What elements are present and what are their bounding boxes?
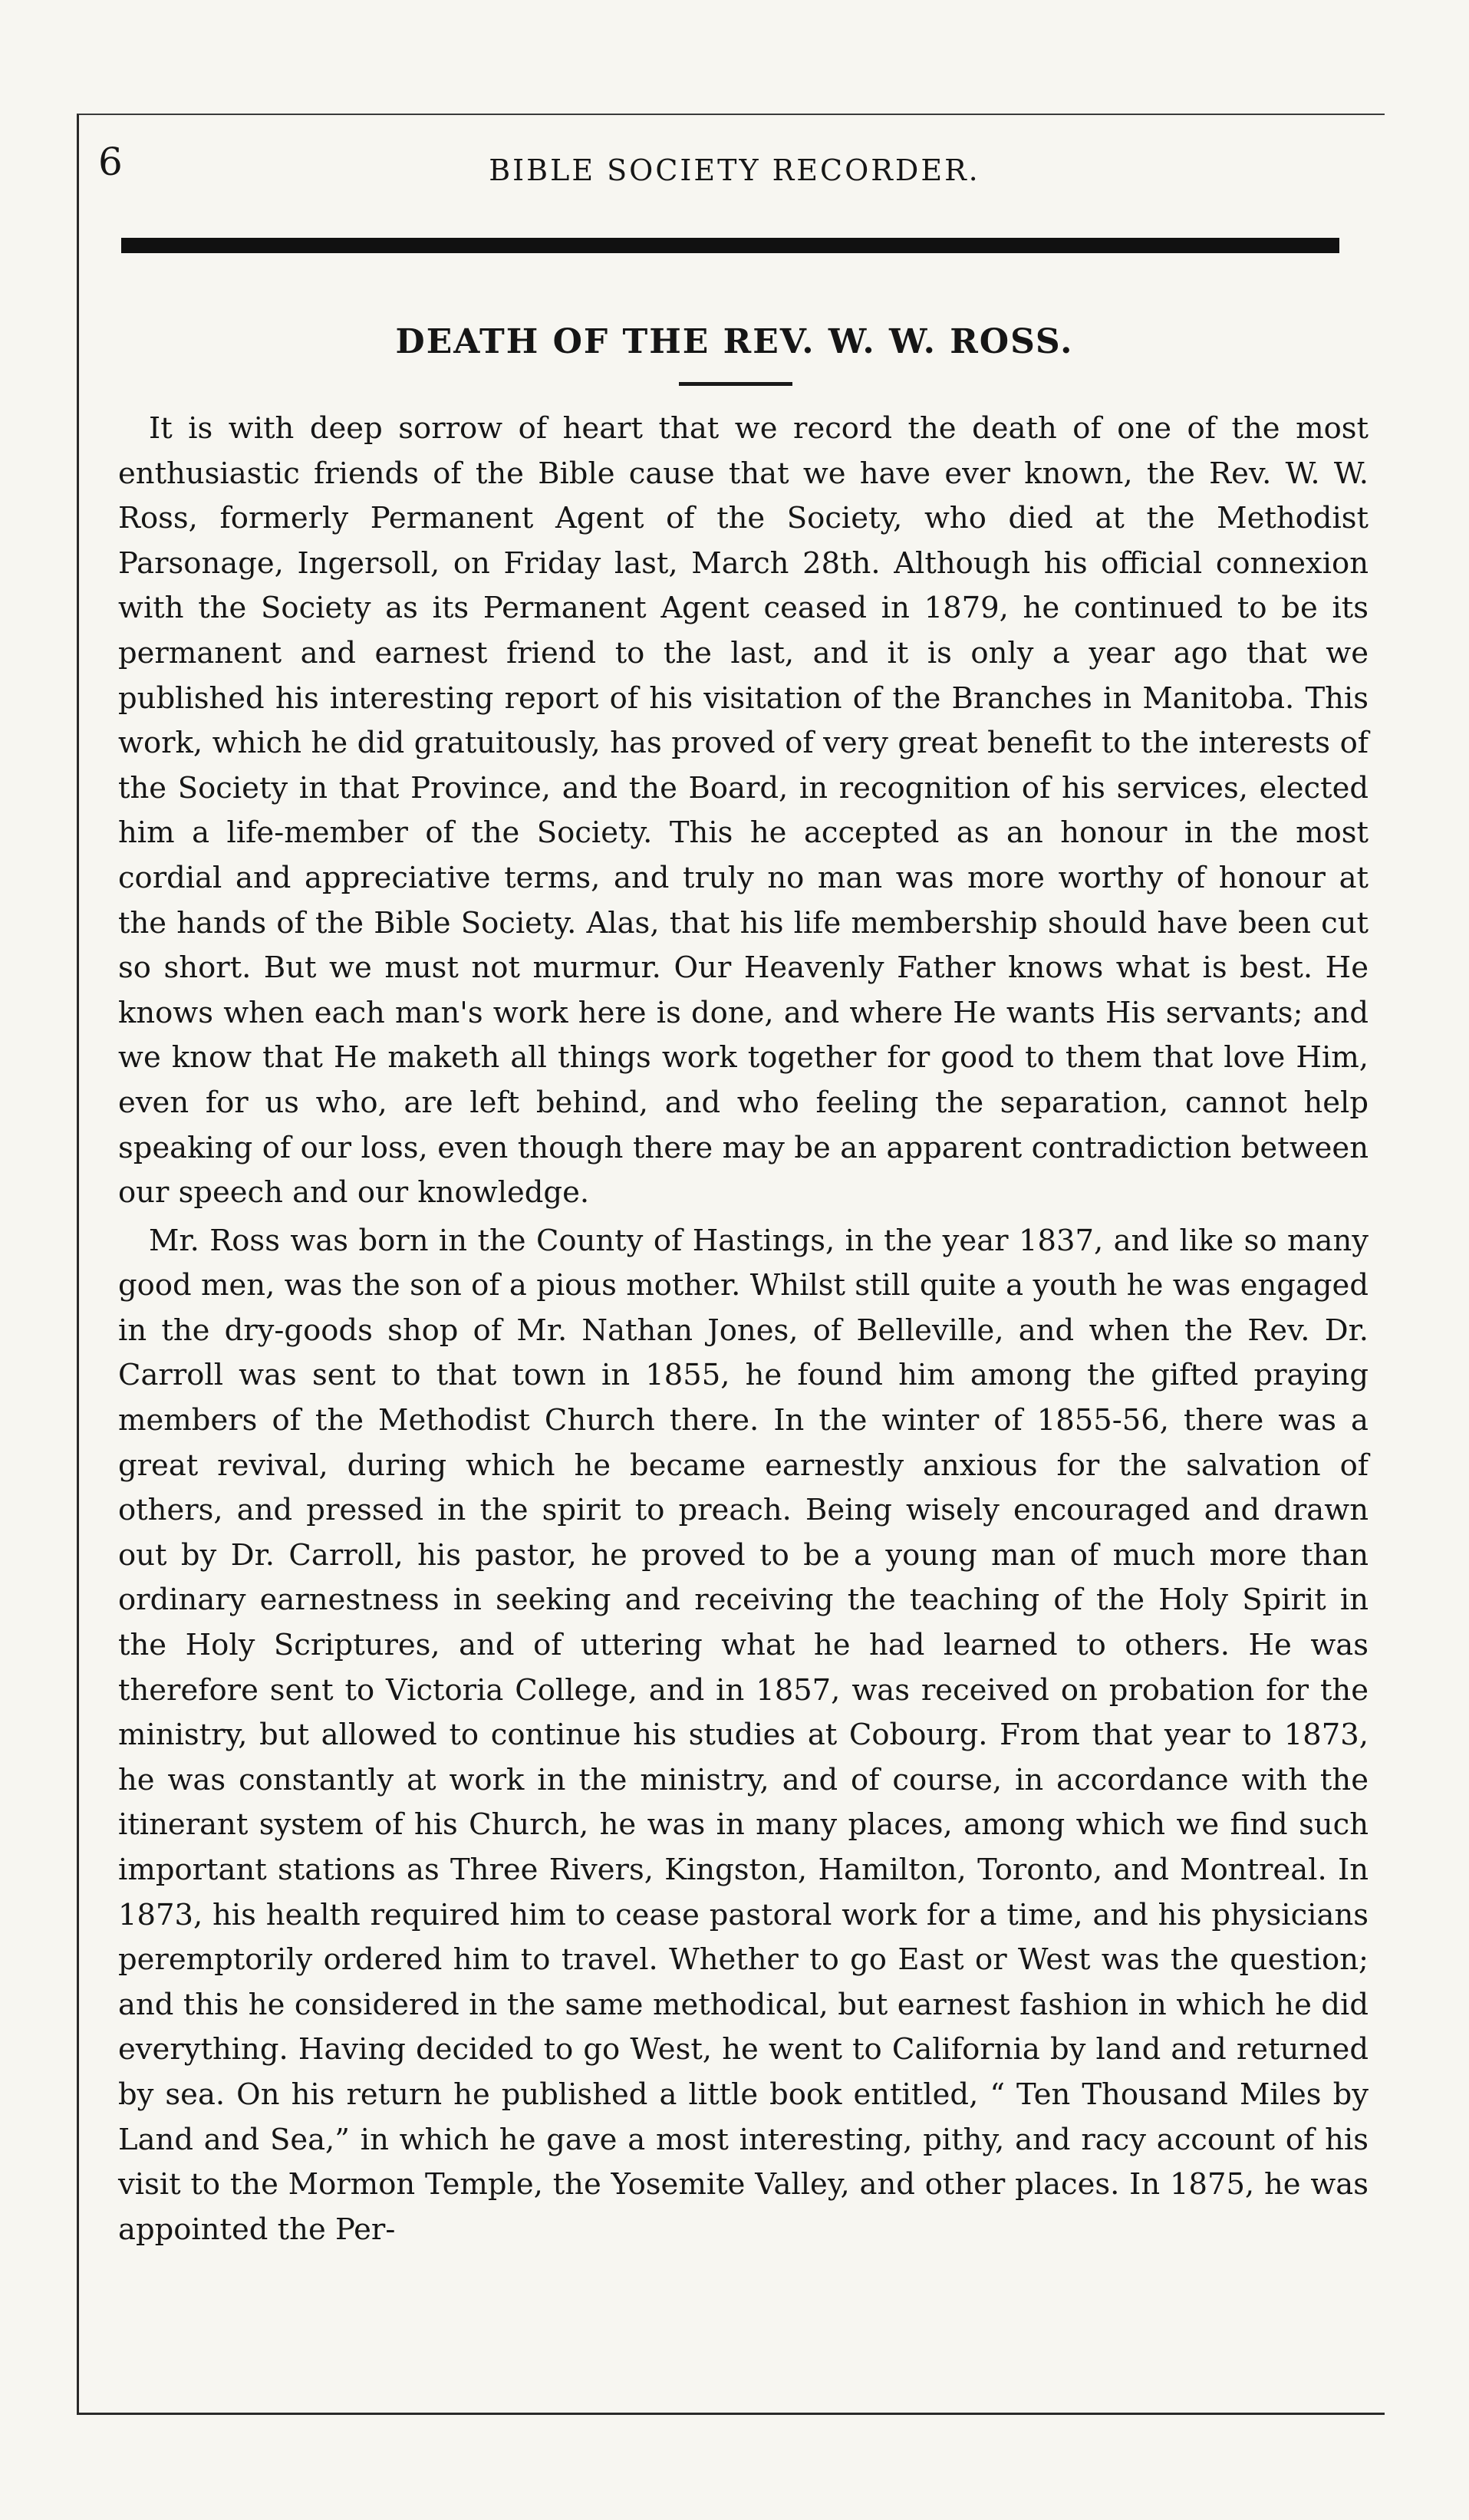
header-rule (121, 238, 1339, 253)
article-title: DEATH OF THE REV. W. W. ROSS. (395, 322, 1074, 361)
page-number: 6 (98, 140, 123, 184)
article-body (118, 407, 1369, 2252)
paragraph-2: Mr. Ross was born in the County of Hastings, in the year 1837, and like so many good men, was the son of a pious mother. Whilst still quite a youth he was engaged in the dry-goods shop of Mr. Nathan Jones, of Belleville, and when the Rev. Dr. Carroll was sent to that town in 1855, he found him among the gifted praying members of the Methodist Church there. In the winter of 1855-56, there was a great revival, during which he became earnestly anxious for the salvation of others, and pressed in the spirit to preach. Being wisely encouraged and drawn out by Dr. Carroll, his pastor, he proved to be a young man of much more than ordinary earnestness in seeking and receiving the teaching of the Holy Spirit in the Holy Scriptures, and of uttering what he had learned to others. He was therefore sent to Victoria College, and in 1857, was received on probation for the ministry, but allowed to continue his studies at Cobourg. From that year to 1873, he was constantly at work in the ministry, and of course, in accordance with the itinerant system of his Church, he was in many places, among which we find such important stations as Three Rivers, Kingston, Hamilton, Toronto, and Montreal. In 1873, his health required him to cease pastoral work for a time, and his physicians peremptorily ordered him to travel. Whether to go East or West was the question; and this he considered in the same methodical, but earnest fashion in which he did everything. Having decided to go West, he went to California by land and returned by sea. On his return he published a little book entitled, “ Ten Thousand Miles by Land and Sea,” in which he gave a most interesting, pithy, and racy account of his visit to the Mormon Temple, the Yosemite Valley, and other places. In 1875, he was appointed the Per- (118, 1223, 1369, 2247)
paragraph-1: It is with deep sorrow of heart that we record the death of one of the most enthusiastic friends of the Bible cause that we have ever known, the Rev. W. W. Ross, formerly Permanent Agent of the Society, who died at the Methodist Parsonage, Ingersoll, on Friday last, March 28th. Although his official connexion with the Society as its Permanent Agent ceased in 1879, he continued to be its permanent and earnest friend to the last, and it is only a year ago that we published his interesting report of his visitation of the Branches in Manitoba. This work, which he did gratuitously, has proved of very great benefit to the interests of the Society in that Province, and the Board, in recognition of his services, elected him a life-member of the Society. This he accepted as an honour in the most cordial and appreciative terms, and truly no man was more worthy of honour at the hands of the Bible Society. Alas, that his life membership should have been cut so short. But we must not murmur. Our Heavenly Father knows what is best. He knows when each man's work here is done, and where He wants His servants; and we know that He maketh all things work together for good to them that love Him, even for us who, are left behind, and who feeling the separation, cannot help speaking of our loss, even though there may be an apparent contradiction between our speech and our knowledge. (118, 411, 1369, 1211)
running-title: BIBLE SOCIETY RECORDER. (489, 153, 980, 187)
title-rule (679, 382, 792, 386)
